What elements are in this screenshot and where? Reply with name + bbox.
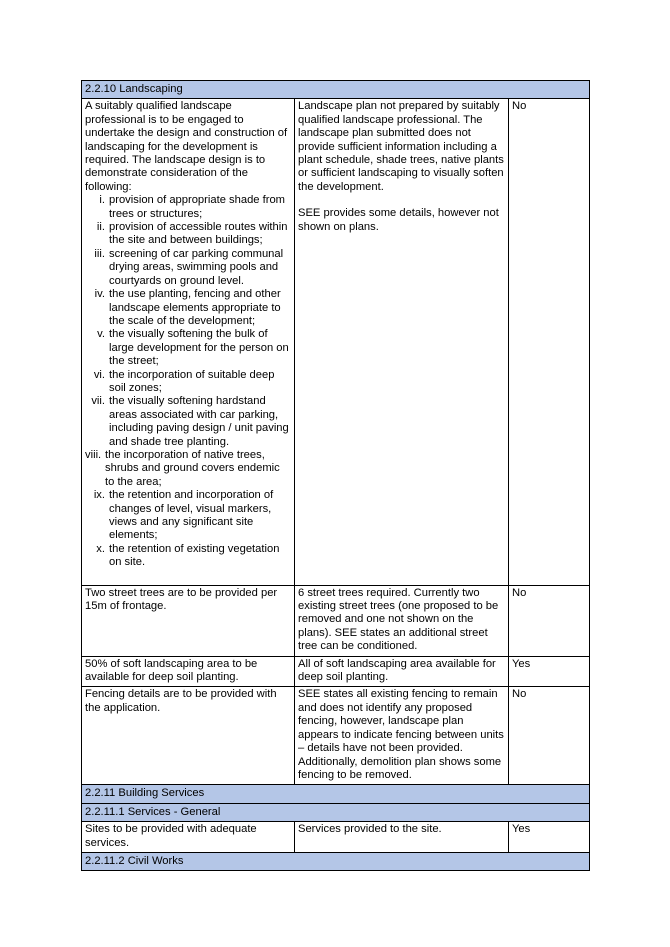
list-item: iv. the use planting, fencing and other landscape elements appropriate to the scale of the development; bbox=[94, 288, 281, 327]
requirement-cell bbox=[82, 99, 295, 585]
comment-cell bbox=[295, 99, 509, 585]
comment-cell: 6 street trees required. Currently two existing street trees (one proposed to be removed and one not shown on the plans). SEE states an additional street tree can be conditioned. bbox=[295, 585, 509, 656]
status-cell: No bbox=[509, 585, 590, 656]
requirement-cell: Two street trees are to be provided per 15m of frontage. bbox=[82, 585, 295, 656]
requirement-cell: 50% of soft landscaping area to be available for deep soil planting. bbox=[82, 656, 295, 687]
comment-cell: All of soft landscaping area available for deep soil planting. bbox=[295, 656, 509, 687]
table-row bbox=[82, 656, 590, 687]
comment-paragraph: Landscape plan not prepared by suitably qualified landscape professional. The landscape plan submitted does not provide sufficient information including a plant schedule, shade trees, native plants or sufficient landscaping to visually soften the development. bbox=[298, 100, 504, 193]
table-row bbox=[82, 585, 590, 656]
section-heading: 2.2.11 Building Services bbox=[82, 785, 590, 803]
status-cell: No bbox=[509, 687, 590, 785]
status-cell: No bbox=[509, 99, 590, 585]
list-item: ii. provision of accessible routes within the site and between buildings; bbox=[96, 221, 288, 247]
list-item: viii. the incorporation of native trees, shrubs and ground covers endemic to the area; bbox=[85, 448, 280, 488]
requirement-intro: A suitably qualified landscape professional is to be engaged to undertake the design and construction of landscaping for the development is required. The landscape design is to demonstrate consideration of the following: bbox=[85, 100, 288, 193]
section-row-services-general bbox=[82, 803, 590, 821]
status-cell: Yes bbox=[509, 822, 590, 853]
comment-cell: SEE states all existing fencing to remain and does not identify any proposed fencing, however, landscape plan appears to indicate fencing between units – details have not been provided. Additionally, demolition plan shows some fencing to be removed. bbox=[295, 687, 509, 785]
list-item: vi. the incorporation of suitable deep soil zones; bbox=[93, 368, 275, 394]
requirement-cell: Fencing details are to be provided with the application. bbox=[82, 687, 295, 785]
section-heading: 2.2.10 Landscaping bbox=[82, 81, 590, 99]
requirement-cell: Sites to be provided with adequate services. bbox=[82, 822, 295, 853]
section-row-building-services bbox=[82, 785, 590, 803]
section-heading: 2.2.11.1 Services - General bbox=[82, 803, 590, 821]
comment-paragraph: SEE provides some details, however not shown on plans. bbox=[298, 207, 499, 233]
compliance-table bbox=[81, 80, 590, 871]
table-row bbox=[82, 687, 590, 785]
status-cell: Yes bbox=[509, 656, 590, 687]
list-item: vii. the visually softening hardstand areas associated with car parking, including paving design / unit paving and shade tree planting. bbox=[91, 395, 289, 448]
list-item: i. provision of appropriate shade from trees or structures; bbox=[99, 194, 285, 220]
list-item: ix. the retention and incorporation of changes of level, visual markers, views and any significant site elements; bbox=[93, 489, 274, 542]
table-row bbox=[82, 99, 590, 585]
comment-cell: Services provided to the site. bbox=[295, 822, 509, 853]
list-item: iii. screening of car parking communal drying areas, swimming pools and courtyards on ground level. bbox=[94, 247, 284, 287]
table-row bbox=[82, 822, 590, 853]
list-item: x. the retention of existing vegetation on site. bbox=[96, 542, 280, 569]
list-item: v. the visually softening the bulk of large development for the person on the street; bbox=[97, 328, 289, 368]
requirement-list bbox=[85, 194, 291, 569]
section-heading: 2.2.11.2 Civil Works bbox=[82, 852, 590, 870]
section-row-civil-works bbox=[82, 852, 590, 870]
section-row-landscaping bbox=[82, 81, 590, 99]
